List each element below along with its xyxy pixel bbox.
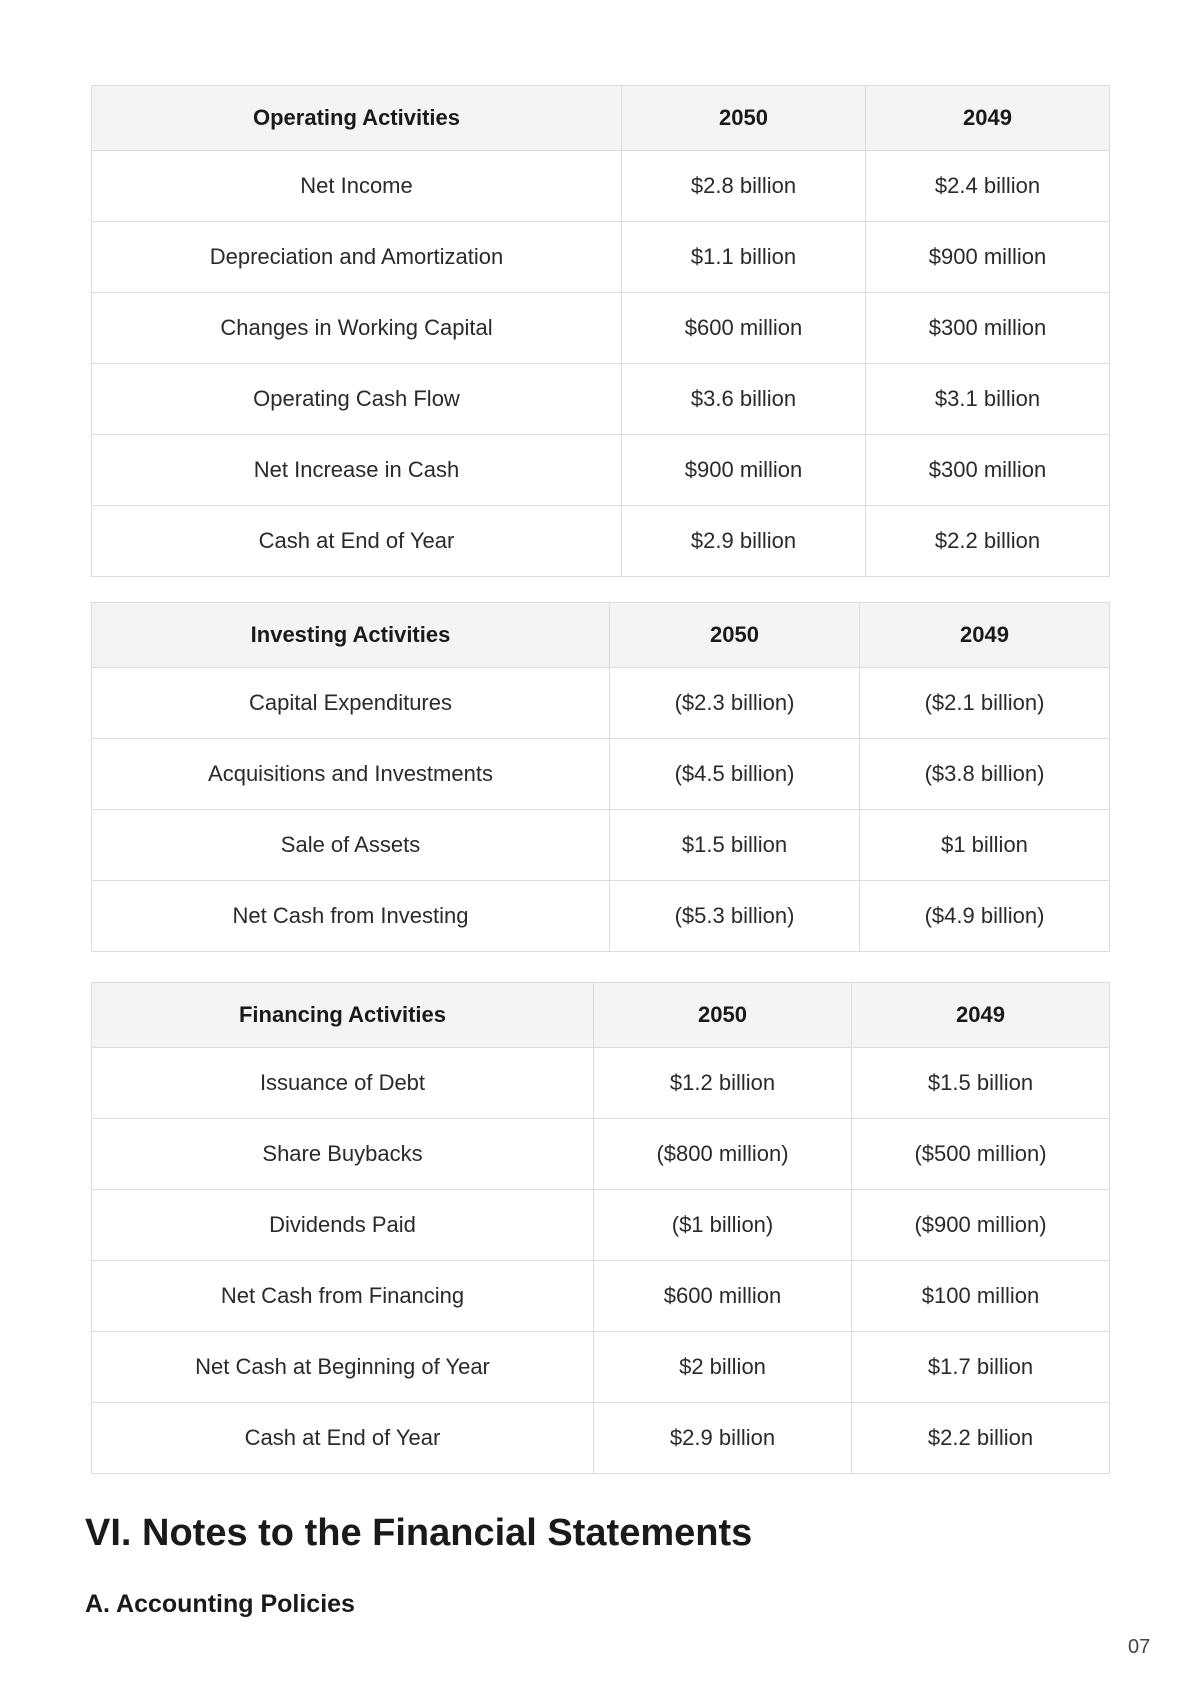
table-row (92, 364, 1110, 435)
value-cell: ($5.3 billion) (610, 881, 860, 952)
value-cell: ($1 billion) (594, 1190, 852, 1261)
table-header-row (92, 603, 1110, 668)
value-cell: $1.5 billion (610, 810, 860, 881)
value-cell: $1.5 billion (852, 1048, 1110, 1119)
table-row (92, 435, 1110, 506)
value-cell: $3.1 billion (866, 364, 1110, 435)
row-label: Issuance of Debt (92, 1048, 594, 1119)
table-row (92, 1048, 1110, 1119)
value-cell: ($4.9 billion) (860, 881, 1110, 952)
row-label: Capital Expenditures (92, 668, 610, 739)
value-cell: ($2.3 billion) (610, 668, 860, 739)
table-header-row (92, 86, 1110, 151)
row-label: Cash at End of Year (92, 506, 622, 577)
header-cell: Operating Activities (92, 86, 622, 151)
value-cell: $1.2 billion (594, 1048, 852, 1119)
value-cell: ($4.5 billion) (610, 739, 860, 810)
row-label: Changes in Working Capital (92, 293, 622, 364)
value-cell: ($2.1 billion) (860, 668, 1110, 739)
value-cell: $600 million (622, 293, 866, 364)
value-cell: $2.8 billion (622, 151, 866, 222)
value-cell: $300 million (866, 293, 1110, 364)
value-cell: ($800 million) (594, 1119, 852, 1190)
value-cell: ($900 million) (852, 1190, 1110, 1261)
value-cell: $2.9 billion (622, 506, 866, 577)
header-cell: 2049 (866, 86, 1110, 151)
value-cell: ($500 million) (852, 1119, 1110, 1190)
table-row (92, 293, 1110, 364)
row-label: Net Cash at Beginning of Year (92, 1332, 594, 1403)
table-header-row (92, 983, 1110, 1048)
section-heading: VI. Notes to the Financial Statements (85, 1512, 753, 1554)
row-label: Share Buybacks (92, 1119, 594, 1190)
header-cell: 2049 (852, 983, 1110, 1048)
table-row (92, 881, 1110, 952)
page-number: 07 (1128, 1636, 1151, 1658)
row-label: Operating Cash Flow (92, 364, 622, 435)
table-row (92, 810, 1110, 881)
row-label: Net Cash from Investing (92, 881, 610, 952)
value-cell: $3.6 billion (622, 364, 866, 435)
value-cell: $600 million (594, 1261, 852, 1332)
investing-activities-table (91, 602, 1110, 952)
sub-heading: A. Accounting Policies (85, 1590, 355, 1618)
row-label: Dividends Paid (92, 1190, 594, 1261)
row-label: Net Cash from Financing (92, 1261, 594, 1332)
financing-activities-table (91, 982, 1110, 1474)
operating-activities-table (91, 85, 1110, 577)
table-row (92, 668, 1110, 739)
table-row (92, 506, 1110, 577)
header-cell: 2050 (610, 603, 860, 668)
table-row (92, 1403, 1110, 1474)
row-label: Depreciation and Amortization (92, 222, 622, 293)
row-label: Cash at End of Year (92, 1403, 594, 1474)
header-cell: 2050 (622, 86, 866, 151)
value-cell: $900 million (622, 435, 866, 506)
header-cell: Investing Activities (92, 603, 610, 668)
table-row (92, 1332, 1110, 1403)
value-cell: $1 billion (860, 810, 1110, 881)
value-cell: $2.2 billion (852, 1403, 1110, 1474)
table-row (92, 1190, 1110, 1261)
value-cell: ($3.8 billion) (860, 739, 1110, 810)
value-cell: $2.4 billion (866, 151, 1110, 222)
header-cell: 2049 (860, 603, 1110, 668)
value-cell: $300 million (866, 435, 1110, 506)
row-label: Net Income (92, 151, 622, 222)
table-row (92, 1119, 1110, 1190)
value-cell: $900 million (866, 222, 1110, 293)
value-cell: $1.1 billion (622, 222, 866, 293)
value-cell: $2.2 billion (866, 506, 1110, 577)
row-label: Acquisitions and Investments (92, 739, 610, 810)
value-cell: $100 million (852, 1261, 1110, 1332)
header-cell: 2050 (594, 983, 852, 1048)
value-cell: $2.9 billion (594, 1403, 852, 1474)
table-row (92, 151, 1110, 222)
header-cell: Financing Activities (92, 983, 594, 1048)
value-cell: $2 billion (594, 1332, 852, 1403)
table-row (92, 1261, 1110, 1332)
table-row (92, 222, 1110, 293)
row-label: Sale of Assets (92, 810, 610, 881)
value-cell: $1.7 billion (852, 1332, 1110, 1403)
row-label: Net Increase in Cash (92, 435, 622, 506)
table-row (92, 739, 1110, 810)
